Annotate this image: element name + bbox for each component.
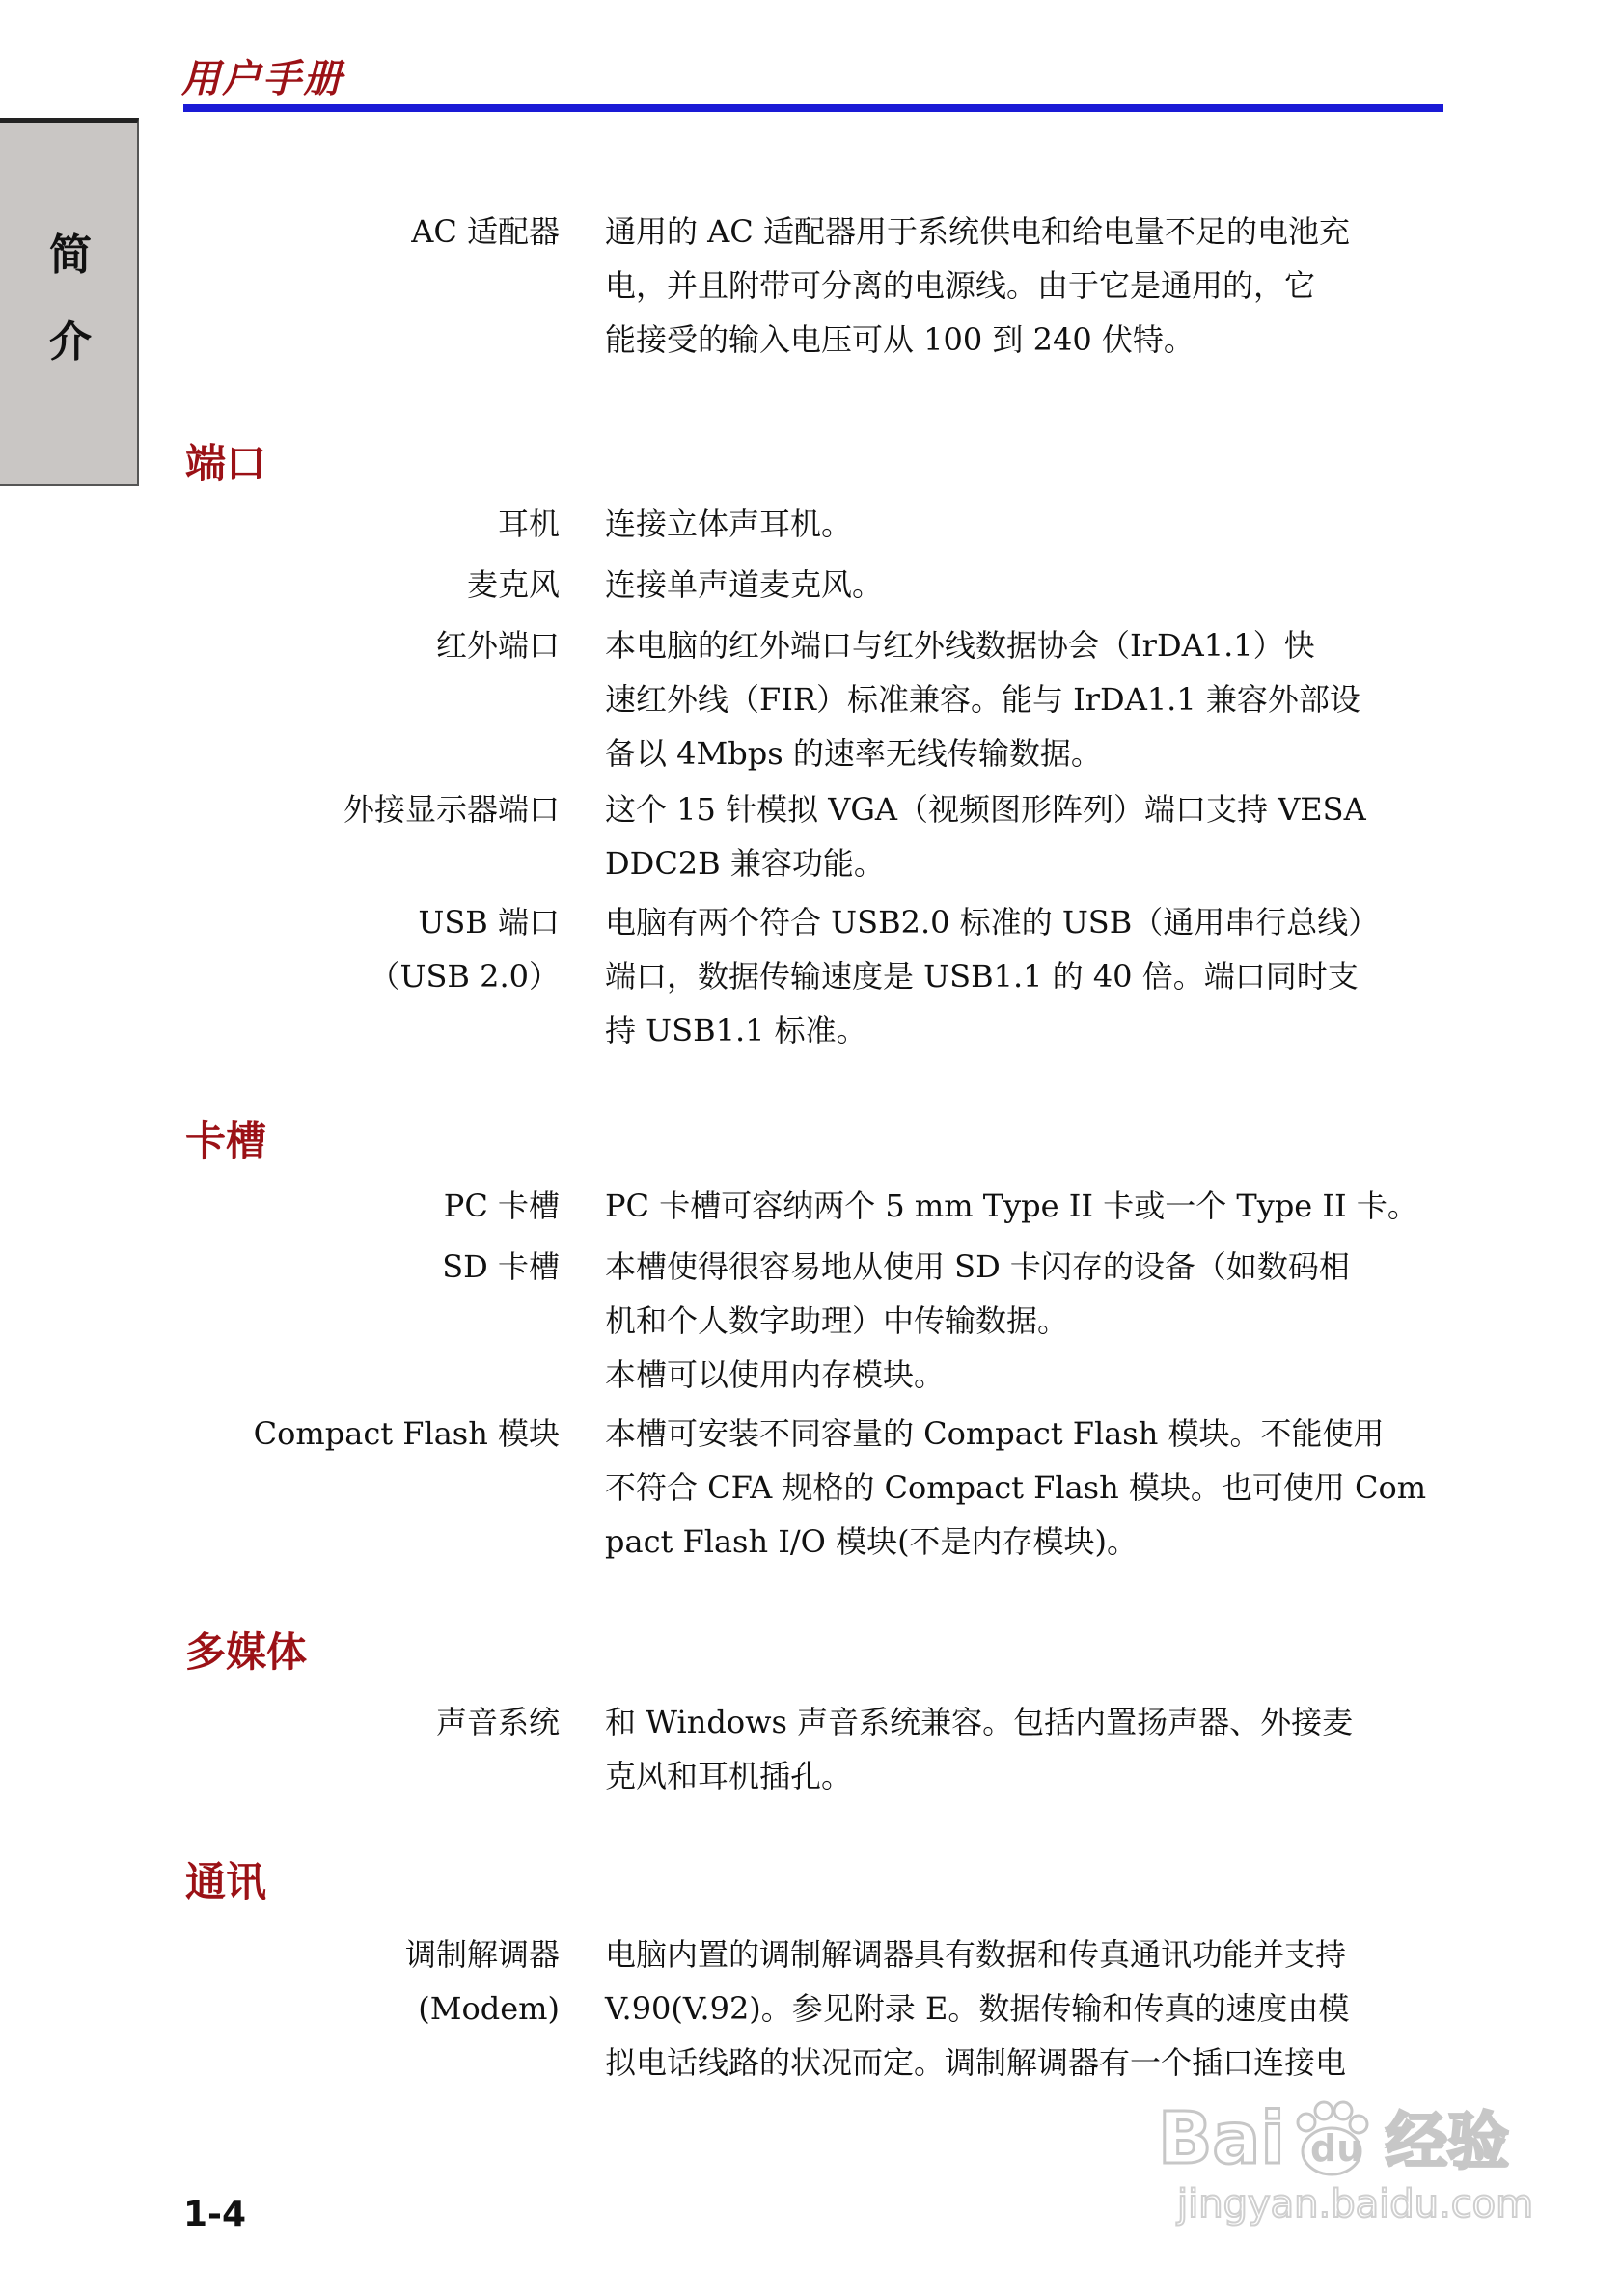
spec-description: 连接立体声耳机。: [605, 506, 853, 542]
spec-description: 本电脑的红外端口与红外线数据协会（IrDA1.1）快 速红外线（FIR）标准兼容。能与 IrDA1.1 兼容外部设 备以 4Mbps 的速率无线传输数据。: [605, 627, 1360, 772]
svg-text:du: du: [1310, 2127, 1363, 2170]
spec-description: 连接单声道麦克风。: [605, 566, 884, 603]
section-heading-card-slots: 卡槽: [185, 1117, 267, 1164]
spec-term: 麦克风: [466, 566, 560, 603]
spec-term: Compact Flash 模块: [253, 1415, 560, 1452]
spec-description: 电脑有两个符合 USB2.0 标准的 USB（通用串行总线） 端口，数据传输速度是 USB1.1 的 40 倍。端口同时支 持 USB1.1 标准。: [605, 904, 1380, 1049]
spec-description: PC 卡槽可容纳两个 5 mm Type II 卡或一个 Type II 卡。: [605, 1188, 1418, 1224]
section-heading-multimedia: 多媒体: [185, 1628, 308, 1676]
spec-term: 红外端口: [435, 627, 560, 664]
chapter-side-tab: [0, 118, 139, 486]
svg-text:jingyan.baidu.com: jingyan.baidu.com: [1177, 2182, 1534, 2227]
spec-description: 电脑内置的调制解调器具有数据和传真通讯功能并支持 V.90(V.92)。参见附录 E。数据传输和传真的速度由模 拟电话线路的状况而定。调制解调器有一个插口连接电: [605, 1936, 1350, 2081]
spec-term: USB 端口 （USB 2.0）: [369, 904, 560, 995]
header-rule: [183, 104, 1443, 112]
spec-description: 这个 15 针模拟 VGA（视频图形阵列）端口支持 VESA DDC2B 兼容功能。: [605, 791, 1366, 882]
spec-term: AC 适配器: [411, 213, 560, 250]
spec-description: 通用的 AC 适配器用于系统供电和给电量不足的电池充 电，并且附带可分离的电源线。由于它是通用的，它 能接受的输入电压可从 100 到 240 伏特。: [605, 213, 1350, 358]
baidu-jingyan-watermark-logo: [1148, 2084, 1553, 2228]
spec-term: PC 卡槽: [443, 1188, 560, 1224]
spec-description: 本槽使得很容易地从使用 SD 卡闪存的设备（如数码相 机和个人数字助理）中传输数据。 本槽可以使用内存模块。: [605, 1248, 1350, 1393]
svg-text:Bai: Bai: [1158, 2097, 1285, 2180]
spec-term: 外接显示器端口: [343, 791, 560, 828]
page-number: 1-4: [183, 2195, 247, 2234]
section-heading-ports: 端口: [185, 440, 267, 487]
page-header-title: 用户手册: [181, 57, 343, 101]
spec-description: 和 Windows 声音系统兼容。包括内置扬声器、外接麦 克风和耳机插孔。: [605, 1704, 1354, 1794]
chapter-tab-char: 介: [49, 317, 92, 367]
chapter-tab-char: 简: [49, 231, 92, 280]
spec-term: SD 卡槽: [442, 1248, 560, 1285]
spec-description: 本槽可安装不同容量的 Compact Flash 模块。不能使用 不符合 CFA 规格的 Compact Flash 模块。也可使用 Com pact Flash I/O 模块(不是内存模块)。: [605, 1415, 1427, 1560]
spec-term: 耳机: [497, 506, 560, 542]
spec-term: 声音系统: [435, 1704, 560, 1740]
section-heading-communications: 通讯: [185, 1858, 267, 1905]
svg-text:经验: 经验: [1386, 2107, 1509, 2178]
spec-term: 调制解调器 (Modem): [404, 1936, 560, 2027]
